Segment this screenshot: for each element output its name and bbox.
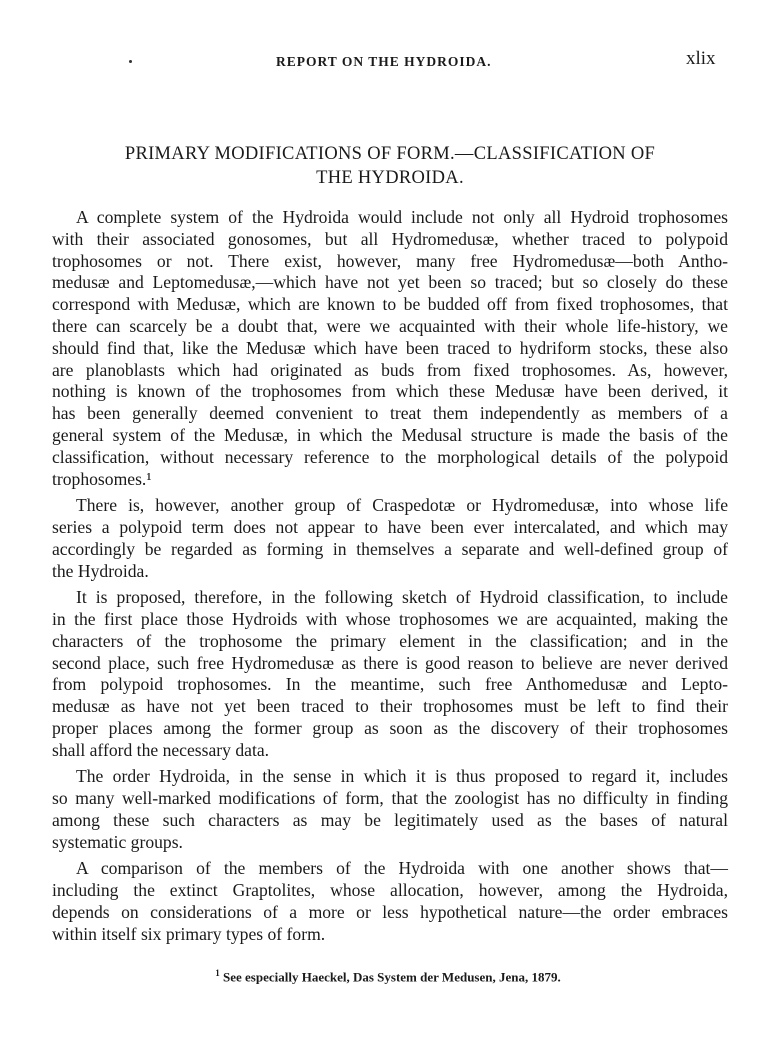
- footnote: [0, 968, 776, 985]
- text-line: systematic groups.: [52, 831, 183, 852]
- text-line: has been generally deemed convenient to treat them independently as members of a: [52, 403, 728, 424]
- paragraph: [52, 207, 728, 490]
- page-number: xlix: [686, 48, 716, 69]
- text-line: are planoblasts which had originated as buds from fixed trophosomes. As, however,: [52, 359, 728, 380]
- text-line: nothing is known of the trophosomes from which these Medusæ have been derived, it: [52, 381, 728, 402]
- text-line: with their associated gonosomes, but all Hydromedusæ, whether traced to polypoid: [52, 228, 728, 249]
- text-line: within itself six primary types of form.: [52, 923, 326, 944]
- text-line: accordingly be regarded as forming in themselves a separate and well-defined group of: [52, 538, 728, 559]
- text-line: from polypoid trophosomes. In the meantime, such free Anthomedusæ and Lepto-: [52, 674, 728, 695]
- text-line: so many well-marked modifications of form, that the zoologist has no difficulty in finding: [52, 788, 728, 809]
- text-line: A comparison of the members of the Hydroida with one another shows that—: [76, 858, 728, 879]
- text-line: There is, however, another group of Craspedotæ or Hydromedusæ, into whose life: [76, 495, 728, 516]
- stray-mark: [129, 60, 132, 63]
- text-line: proper places among the former group as soon as the discovery of their trophosomes: [52, 717, 728, 738]
- text-line: The order Hydroida, in the sense in which it is thus proposed to regard it, includes: [76, 766, 728, 787]
- paragraph: [52, 858, 728, 945]
- paragraph: [52, 587, 728, 761]
- text-line: It is proposed, therefore, in the following sketch of Hydroid classification, to include: [76, 587, 728, 608]
- text-line: the Hydroida.: [52, 560, 149, 581]
- text-line: characters of the trophosome the primary element in the classification; and in the: [52, 630, 728, 651]
- text-line: among these such characters as may be legitimately used as the bases of natural: [52, 809, 728, 830]
- text-line: there can scarcely be a doubt that, were we acquainted with their whole life-history, we: [52, 315, 728, 336]
- text-line: classification, without necessary reference to the morphological details of the polypoid: [52, 446, 728, 467]
- running-head-title: REPORT ON THE HYDROIDA.: [276, 54, 492, 69]
- paragraph: [52, 766, 728, 853]
- text-line: second place, such free Hydromedusæ as there is good reason to believe are never derived: [52, 652, 728, 673]
- text-line: A complete system of the Hydroida would include not only all Hydroid trophosomes: [76, 207, 728, 227]
- section-title: [52, 142, 728, 190]
- text-line: trophosomes.¹: [52, 468, 152, 489]
- text-line: should find that, like the Medusæ which have been traced to hydriform stocks, these also: [52, 337, 728, 358]
- text-line: medusæ as have not yet been traced to their trophosomes must be left to find their: [52, 696, 728, 717]
- text-line: series a polypoid term does not appear to have been ever intercalated, and which may: [52, 516, 728, 537]
- footnote-marker: 1: [215, 968, 220, 978]
- footnote-text: See especially Haeckel, Das System der Medusen, Jena, 1879.: [223, 969, 561, 985]
- section-title-line-2: THE HYDROIDA.: [316, 168, 464, 188]
- text-line: medusæ and Leptomedusæ,—which have not yet been so traced; but so closely do these: [52, 272, 728, 293]
- paragraph: [52, 495, 728, 582]
- body-text: [52, 207, 728, 950]
- text-line: trophosomes or not. There exist, however, many free Hydromedusæ—both Antho-: [52, 250, 728, 271]
- text-line: in the first place those Hydroids with whose trophosomes we are acquainted, making the: [52, 608, 728, 629]
- text-line: including the extinct Graptolites, whose allocation, however, among the Hydroida,: [52, 880, 728, 901]
- text-line: correspond with Medusæ, which are known to be budded off from fixed trophosomes, that: [52, 294, 728, 315]
- text-line: depends on considerations of a more or less hypothetical nature—the order embraces: [52, 901, 728, 922]
- text-line: shall afford the necessary data.: [52, 739, 270, 760]
- section-title-line-1: PRIMARY MODIFICATIONS OF FORM.—CLASSIFICATION OF: [124, 144, 656, 164]
- running-head: [0, 50, 776, 74]
- text-line: general system of the Medusæ, in which the Medusal structure is made the basis of the: [52, 424, 728, 445]
